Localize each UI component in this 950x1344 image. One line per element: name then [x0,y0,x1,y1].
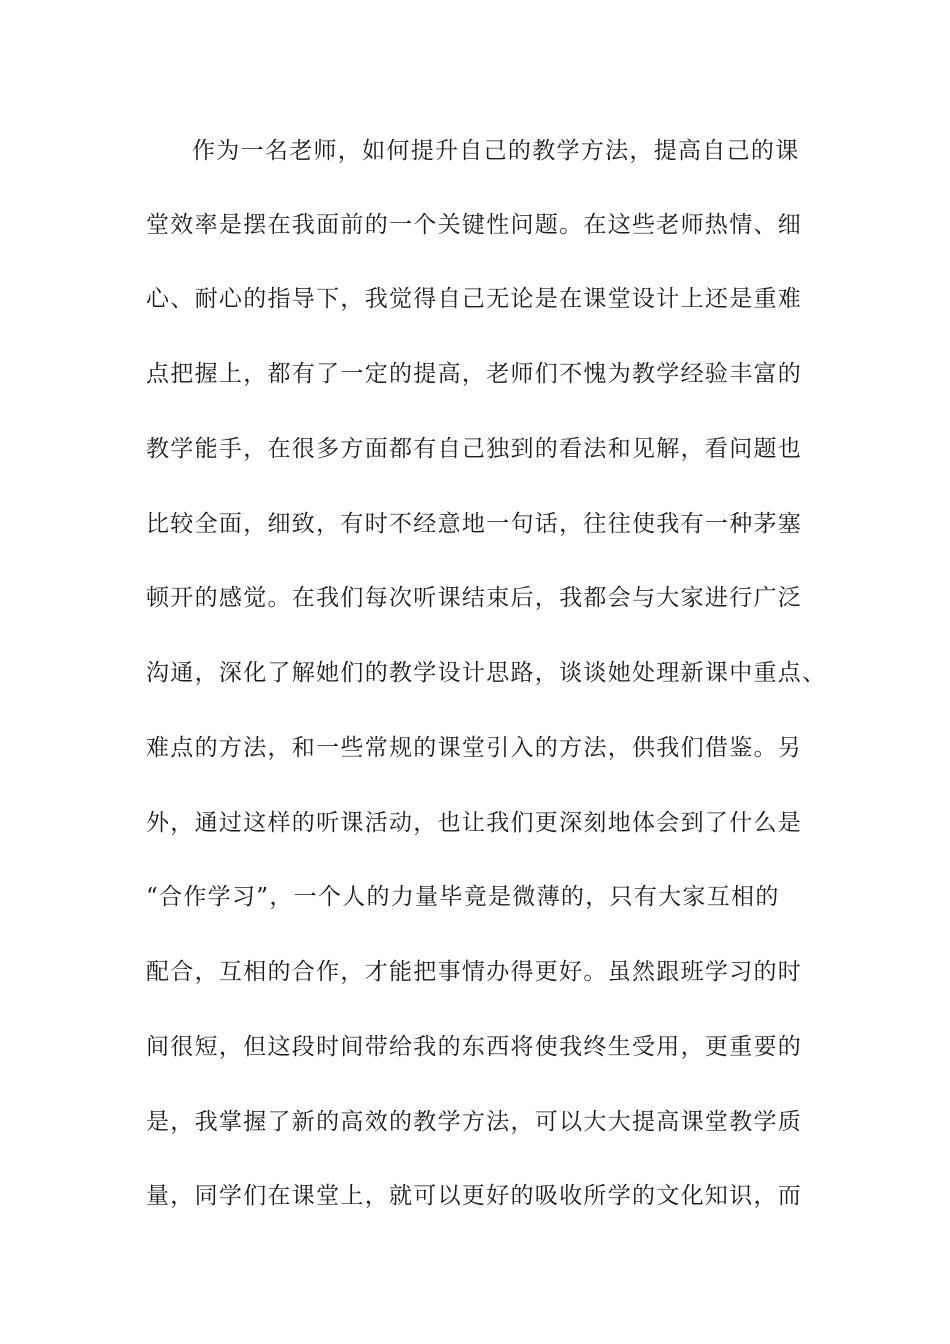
paragraph-line: “合作学习”，一个人的力量毕竟是微薄的，只有大家互相的 [146,884,780,910]
paragraph-line: 间很短，但这段时间带给我的东西将使我终生受用，更重要的 [146,1034,803,1060]
paragraph-line: 点把握上，都有了一定的提高，老师们不愧为教学经验丰富的 [146,361,803,387]
paragraph-line: 配合，互相的合作，才能把事情办得更好。虽然跟班学习的时 [146,959,803,985]
paragraph-line: 外，通过这样的听课活动，也让我们更深刻地体会到了什么是 [146,810,803,836]
paragraph-line: 顿开的感觉。在我们每次听课结束后，我都会与大家进行广泛 [146,585,803,611]
paragraph-line: 教学能手，在很多方面都有自己独到的看法和见解，看问题也 [146,436,803,462]
paragraph-line: 比较全面，细致，有时不经意地一句话，往往使我有一种茅塞 [146,511,803,537]
paragraph-line: 作为一名老师，如何提升自己的教学方法，提高自己的课 [192,138,800,164]
paragraph-line: 沟通，深化了解她们的教学设计思路，谈谈她处理新课中重点、 [146,660,827,686]
paragraph-line: 堂效率是摆在我面前的一个关键性问题。在这些老师热情、细 [146,212,803,238]
paragraph-line: 难点的方法，和一些常规的课堂引入的方法，供我们借鉴。另 [146,735,803,761]
paragraph-line: 是，我掌握了新的高效的教学方法，可以大大提高课堂教学质 [146,1109,803,1135]
paragraph-line: 心、耐心的指导下，我觉得自己无论是在课堂设计上还是重难 [146,286,803,312]
paragraph-line: 量，同学们在课堂上，就可以更好的吸收所学的文化知识，而 [146,1183,803,1209]
